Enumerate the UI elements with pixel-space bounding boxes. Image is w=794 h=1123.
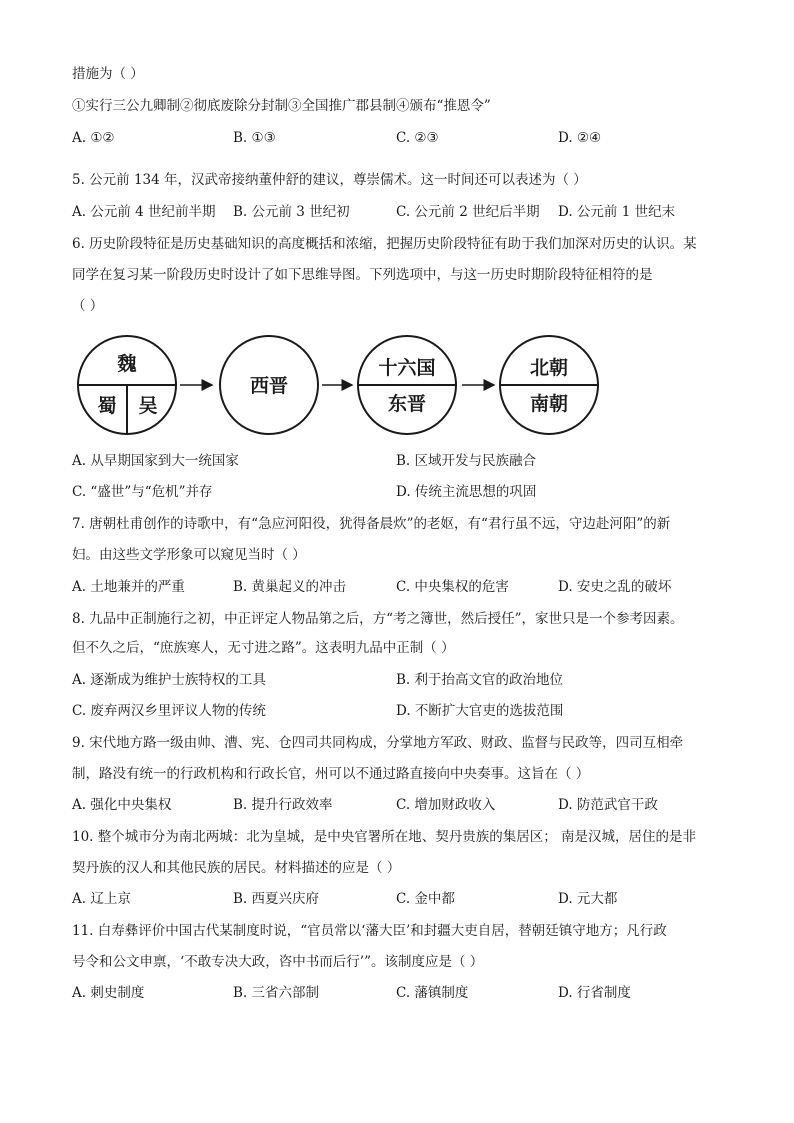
- q6-line-1: 6. 历史阶段特征是历史基础知识的高度概括和浓缩，把握历史阶段特征有助于我们加深对历史的认识。某: [72, 236, 697, 252]
- label-dongjin: 东晋: [387, 393, 427, 415]
- label-xijin: 西晋: [249, 375, 289, 397]
- q5-option-d: D. 公元前 1 世纪末: [558, 204, 676, 220]
- q9-option-b: B. 提升行政效率: [233, 797, 333, 813]
- q11-line-1: 11. 白寿彝评价中国古代某制度时说，“官员常以‘藩大臣’和封疆大吏自居，替朝廷镇守地方；凡行政: [72, 923, 667, 939]
- q4-stem-tail: 措施为（ ）: [72, 66, 144, 82]
- q9-option-a: A. 强化中央集权: [72, 797, 172, 813]
- q8-line-1: 8. 九品中正制施行之初，中正评定人物品第之后，方“考之簿世，然后授任”，家世只是一个参考因素。: [72, 611, 684, 627]
- circle-beichao-nanchao: [500, 336, 598, 434]
- q11-line-2: 号令和公文申禀，‘不敢专决大政，咨中书而后行’”。该制度应是（ ）: [72, 954, 484, 970]
- q7-option-a: A. 土地兼并的严重: [72, 579, 185, 595]
- label-shu: 蜀: [97, 395, 117, 417]
- q9-option-d: D. 防范武官干政: [558, 797, 658, 813]
- label-wu: 吴: [138, 395, 158, 417]
- q8-option-a: A. 逐渐成为维护士族特权的工具: [72, 672, 266, 688]
- q10-option-a: A. 辽上京: [72, 891, 131, 907]
- q6-option-d: D. 传统主流思想的巩固: [396, 484, 537, 500]
- q8-option-c: C. 废弃两汉乡里评议人物的传统: [72, 703, 266, 719]
- q4-option-b: B. ①③: [233, 130, 276, 146]
- q10-line-1: 10. 整个城市分为南北两城：北为皇城，是中央官署所在地、契丹贵族的集居区； 南是汉城，居住的是非: [72, 829, 697, 845]
- q6-line-3: （ ）: [72, 298, 104, 314]
- q6-option-b: B. 区域开发与民族融合: [396, 453, 537, 469]
- q5-option-b: B. 公元前 3 世纪初: [233, 204, 350, 220]
- circle-xijin: [220, 336, 318, 434]
- q9-line-1: 9. 宋代地方路一级由帅、漕、宪、仓四司共同构成，分掌地方军政、财政、监督与民政等，四司互相牵: [72, 735, 684, 751]
- circle-wei-shu-wu: [78, 336, 176, 434]
- q8-option-b: B. 利于抬高文官的政治地位: [396, 672, 564, 688]
- q4-choices: ①实行三公九卿制②彻底废除分封制③全国推广郡县制④颁布“推恩令”: [72, 98, 491, 114]
- q10-option-d: D. 元大都: [558, 891, 618, 907]
- q4-option-a: A. ①②: [72, 130, 115, 146]
- q5-text: 5. 公元前 134 年，汉武帝接纳董仲舒的建议，尊崇儒术。这一时间还可以表述为（ ）: [72, 172, 587, 188]
- q9-line-2: 制，路没有统一的行政机构和行政长官，州可以不通过路直接向中央奏事。这旨在（ ）: [72, 766, 590, 782]
- q6-option-a: A. 从早期国家到大一统国家: [72, 453, 239, 469]
- q5-option-a: A. 公元前 4 世纪前半期: [72, 204, 216, 220]
- q4-option-d: D. ②④: [558, 130, 602, 146]
- q6-option-c: C. “盛世”与“危机”并存: [72, 484, 213, 500]
- q11-option-b: B. 三省六部制: [233, 985, 320, 1001]
- q8-option-d: D. 不断扩大官吏的选拔范围: [396, 703, 564, 719]
- q7-line-1: 7. 唐朝杜甫创作的诗歌中，有“急应河阳役，犹得备晨炊”的老妪，有“君行虽不远，守边赴河阳”的新: [72, 516, 671, 532]
- label-shiliuguo: 十六国: [378, 357, 436, 379]
- q7-option-c: C. 中央集权的危害: [396, 579, 509, 595]
- circle-shiliuguo-dongjin: [358, 336, 456, 434]
- q11-option-d: D. 行省制度: [558, 985, 631, 1001]
- q4-option-c: C. ②③: [396, 130, 439, 146]
- q10-option-c: C. 金中都: [396, 891, 455, 907]
- label-wei: 魏: [117, 353, 137, 375]
- q11-option-a: A. 刺史制度: [72, 985, 145, 1001]
- q7-line-2: 妇。由这些文学形象可以窥见当时（ ）: [72, 547, 306, 563]
- label-nanchao: 南朝: [529, 393, 569, 415]
- q10-line-2: 契丹族的汉人和其他民族的居民。材料描述的应是（ ）: [72, 860, 401, 876]
- q11-option-c: C. 藩镇制度: [396, 985, 469, 1001]
- q7-option-d: D. 安史之乱的破坏: [558, 579, 672, 595]
- q10-option-b: B. 西夏兴庆府: [233, 891, 320, 907]
- q9-option-c: C. 增加财政收入: [396, 797, 496, 813]
- q7-option-b: B. 黄巢起义的冲击: [233, 579, 347, 595]
- label-beichao: 北朝: [529, 357, 569, 379]
- mind-map-diagram: [72, 330, 732, 440]
- q8-line-2: 但不久之后，“庶族寒人，无寸进之路”。这表明九品中正制（ ）: [72, 640, 455, 656]
- q5-option-c: C. 公元前 2 世纪后半期: [396, 204, 540, 220]
- q6-line-2: 同学在复习某一阶段历史时设计了如下思维导图。下列选项中，与这一历史时期阶段特征相符的是: [72, 267, 653, 283]
